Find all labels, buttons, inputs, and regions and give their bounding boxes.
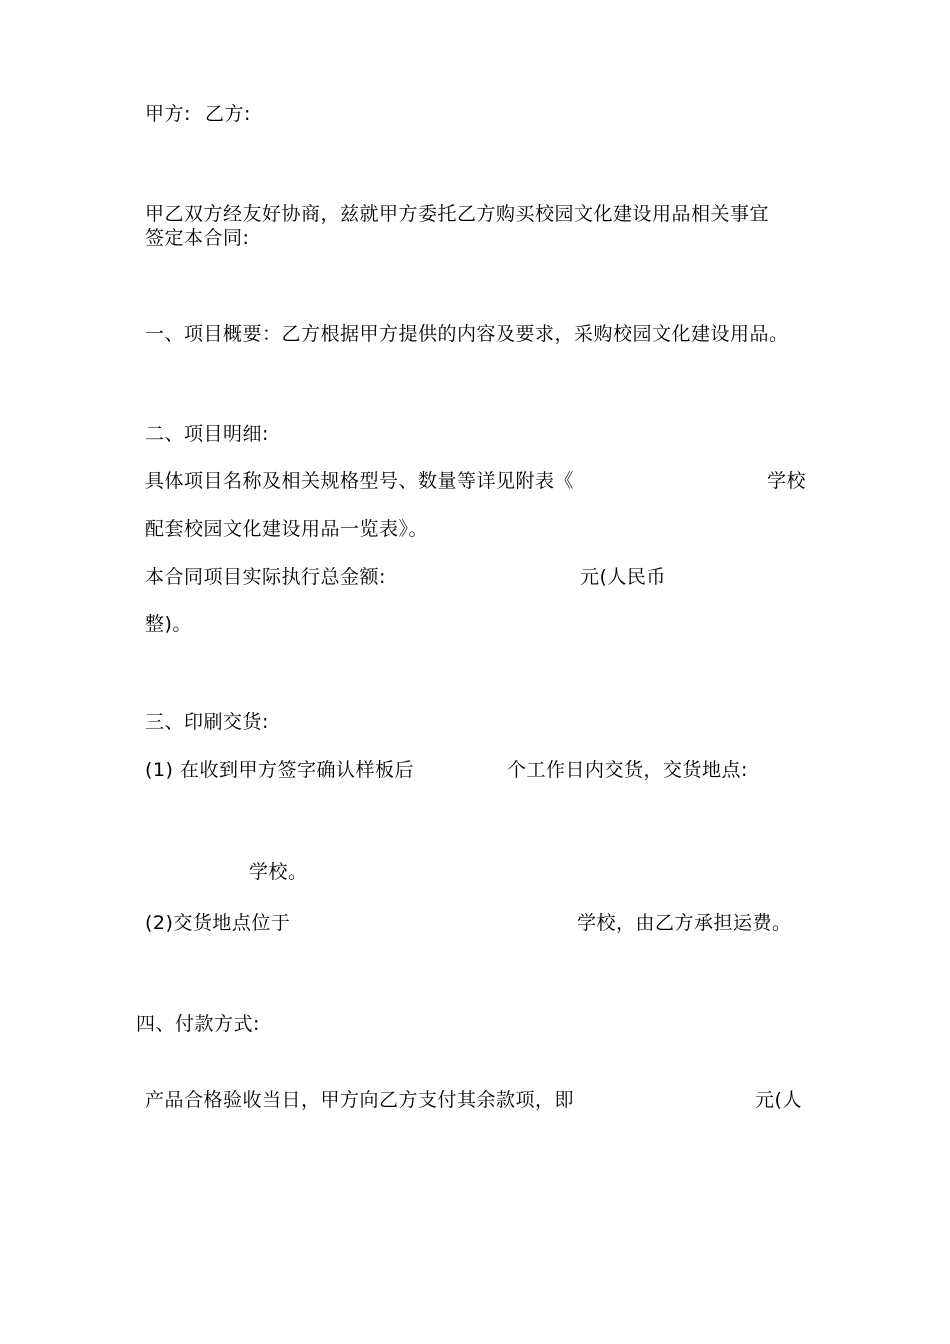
section3-item1-right: 个工作日内交货，交货地点: [507,759,748,781]
section4-payment-right: 元(人 [755,1089,802,1111]
section2-heading: 二、项目明细: [145,423,269,445]
section3-item2-right: 学校，由乙方承担运费。 [577,912,792,934]
section2-detail-line2: 配套校园文化建设用品一览表》。 [145,518,429,540]
intro-line-2: 签定本合同: [145,227,250,249]
section3-heading: 三、印刷交货: [145,711,269,733]
section3-item1-left: (1) 在收到甲方签字确认样板后 [145,759,414,781]
section2-detail-line1-left: 具体项目名称及相关规格型号、数量等详见附表《 [145,470,575,492]
section3-item1-school: 学校。 [249,861,308,883]
section2-detail-line1-right: 学校 [767,470,807,492]
party-a-label: 甲方: [145,103,191,125]
section2-amount-currency: 元(人民币 [580,566,666,588]
section2-amount-end: 整)。 [145,613,192,635]
section4-payment-left: 产品合格验收当日，甲方向乙方支付其余款项，即 [145,1089,575,1111]
section1-summary: 一、项目概要：乙方根据甲方提供的内容及要求，采购校园文化建设用品。 [145,323,789,345]
section3-item2-left: (2)交货地点位于 [145,912,291,934]
party-b-label: 乙方: [205,103,251,125]
section2-amount-label: 本合同项目实际执行总金额: [145,566,386,588]
section4-heading: 四、付款方式: [136,1013,260,1035]
intro-line-1: 甲乙双方经友好协商，兹就甲方委托乙方购买校园文化建设用品相关事宜 [145,203,770,225]
